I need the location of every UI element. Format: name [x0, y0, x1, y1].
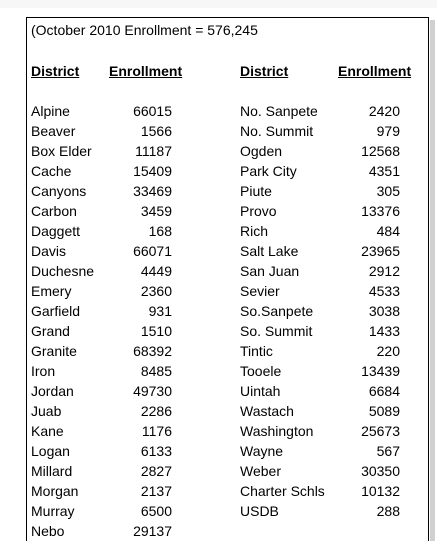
district-cell: Ogden — [240, 143, 283, 159]
enrollment-cell: 979 — [376, 123, 400, 139]
left-district-column — [31, 103, 94, 543]
header-right-enrollment: Enrollment — [338, 63, 412, 79]
district-cell: Canyons — [31, 183, 87, 199]
enrollment-cell: 1566 — [140, 123, 172, 139]
district-cell: Beaver — [31, 123, 76, 139]
district-cell: So. Summit — [240, 323, 313, 339]
enrollment-cell: 4351 — [368, 163, 400, 179]
enrollment-cell: 66015 — [133, 103, 172, 119]
enrollment-cell: 12568 — [361, 143, 400, 159]
enrollment-cell: 1510 — [140, 323, 172, 339]
district-cell: Duchesne — [31, 263, 95, 279]
enrollment-cell: 3459 — [140, 203, 172, 219]
enrollment-cell: 15409 — [133, 163, 172, 179]
district-cell: Wayne — [240, 443, 284, 459]
district-cell: Juab — [31, 403, 62, 419]
left-enrollment-column — [112, 103, 172, 543]
district-cell: Emery — [31, 283, 72, 299]
enrollment-cell: 30350 — [361, 463, 400, 479]
enrollment-cell: 13376 — [361, 203, 400, 219]
header-left-enrollment: Enrollment — [109, 63, 183, 79]
enrollment-cell: 220 — [376, 343, 400, 359]
enrollment-cell: 23965 — [361, 243, 400, 259]
enrollment-cell: 13439 — [361, 363, 400, 379]
district-cell: Rich — [240, 223, 269, 239]
district-cell: Sevier — [240, 283, 280, 299]
enrollment-cell: 2360 — [140, 283, 172, 299]
enrollment-cell: 68392 — [133, 343, 172, 359]
right-shadow — [430, 20, 435, 541]
enrollment-cell: 567 — [376, 443, 400, 459]
enrollment-cell: 10132 — [361, 483, 400, 499]
header-left-district: District — [31, 63, 80, 79]
district-cell: Uintah — [240, 383, 281, 399]
district-cell: Carbon — [31, 203, 77, 219]
enrollment-cell: 2912 — [368, 263, 400, 279]
district-cell: Salt Lake — [240, 243, 299, 259]
district-cell: Murray — [31, 503, 75, 519]
enrollment-cell: 4449 — [140, 263, 172, 279]
district-cell: Millard — [31, 463, 73, 479]
district-cell: San Juan — [240, 263, 300, 279]
enrollment-cell: 2137 — [140, 483, 172, 499]
enrollment-cell: 6500 — [140, 503, 172, 519]
page-title: (October 2010 Enrollment = 576,245 — [31, 22, 258, 38]
district-cell: Nebo — [31, 523, 65, 539]
enrollment-cell: 29137 — [133, 523, 172, 539]
enrollment-cell: 3038 — [368, 303, 400, 319]
enrollment-cell: 49730 — [133, 383, 172, 399]
district-cell: Piute — [240, 183, 272, 199]
district-cell: Tooele — [240, 363, 282, 379]
district-cell: Logan — [31, 443, 70, 459]
district-cell: Weber — [240, 463, 281, 479]
enrollment-cell: 6684 — [368, 383, 400, 399]
enrollment-cell: 484 — [376, 223, 400, 239]
district-cell: So.Sanpete — [240, 303, 314, 319]
district-cell: Park City — [240, 163, 297, 179]
enrollment-cell: 1176 — [141, 423, 172, 439]
district-cell: Provo — [240, 203, 277, 219]
right-enrollment-column — [340, 103, 400, 523]
district-cell: Charter Schls — [240, 483, 325, 499]
enrollment-cell: 1433 — [368, 323, 400, 339]
district-cell: Grand — [31, 323, 70, 339]
enrollment-cell: 66071 — [133, 243, 172, 259]
enrollment-cell: 2286 — [140, 403, 172, 419]
district-cell: Garfield — [31, 303, 81, 319]
district-cell: Granite — [31, 343, 77, 359]
enrollment-cell: 8485 — [140, 363, 172, 379]
top-background — [0, 0, 437, 8]
district-cell: No. Sanpete — [240, 103, 318, 119]
enrollment-cell: 11187 — [135, 143, 172, 159]
enrollment-cell: 2420 — [368, 103, 400, 119]
district-cell: Alpine — [31, 103, 70, 119]
district-cell: Cache — [31, 163, 72, 179]
district-cell: Kane — [31, 423, 64, 439]
right-district-column — [240, 103, 325, 523]
district-cell: Washington — [240, 423, 314, 439]
enrollment-cell: 2827 — [140, 463, 172, 479]
district-cell: Daggett — [31, 223, 81, 239]
district-cell: Box Elder — [31, 143, 92, 159]
district-cell: Tintic — [240, 343, 273, 359]
enrollment-cell: 6133 — [140, 443, 172, 459]
enrollment-cell: 931 — [148, 303, 172, 319]
district-cell: Wastach — [240, 403, 294, 419]
enrollment-cell: 25673 — [361, 423, 400, 439]
header-right-district: District — [240, 63, 289, 79]
enrollment-cell: 305 — [376, 183, 400, 199]
district-cell: Davis — [31, 243, 67, 259]
enrollment-cell: 4533 — [368, 283, 400, 299]
district-cell: Morgan — [31, 483, 79, 499]
enrollment-cell: 288 — [376, 503, 400, 519]
district-cell: Iron — [31, 363, 56, 379]
enrollment-cell: 168 — [148, 223, 172, 239]
district-cell: No. Summit — [240, 123, 314, 139]
enrollment-cell: 5089 — [368, 403, 400, 419]
district-cell: Jordan — [31, 383, 74, 399]
district-cell: USDB — [240, 503, 279, 519]
enrollment-cell: 33469 — [133, 183, 172, 199]
